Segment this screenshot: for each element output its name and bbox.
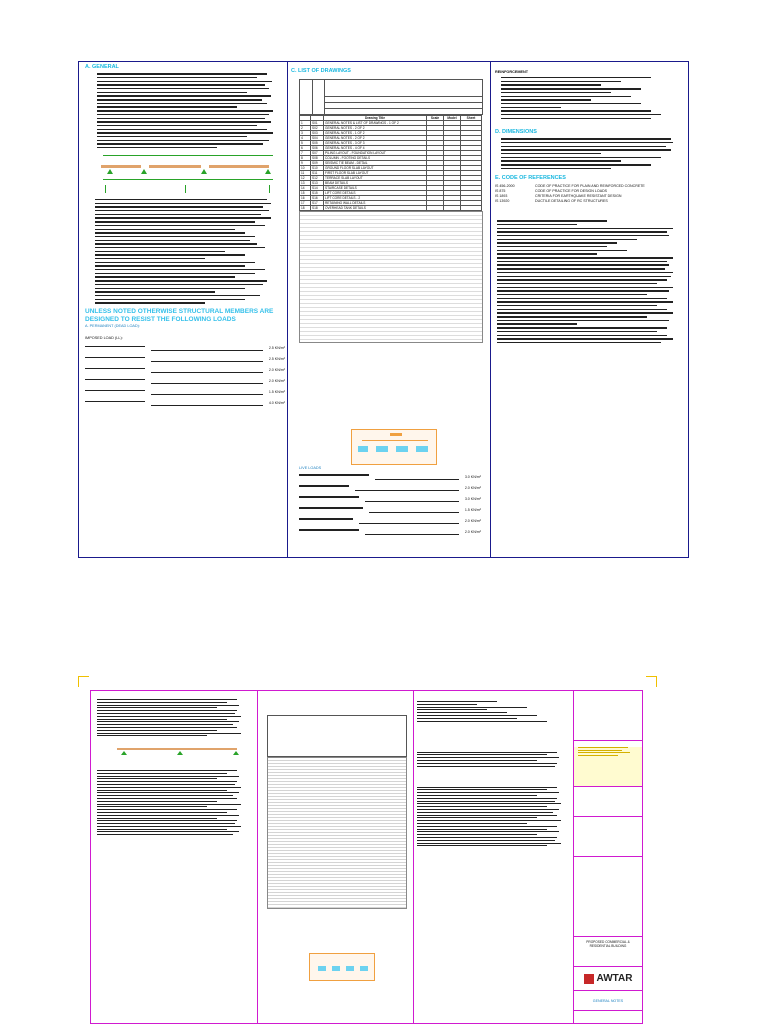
crop-mark (78, 676, 89, 687)
design-loads-note: UNLESS NOTED OTHERWISE STRUCTURAL MEMBERS ARE DESIGNED TO RESIST THE FOLLOWING LOADS (85, 307, 274, 323)
logo-icon (584, 974, 594, 984)
drawing-sheet-1 (78, 61, 689, 558)
col-header-model: Model (444, 116, 461, 121)
table-cell: RETAINING WALL DETAILS (324, 201, 427, 206)
sheet2-column-3 (417, 691, 567, 1023)
table-cell: S11 (311, 171, 324, 176)
table-cell: COLUMN - FOOTING DETAILS (324, 156, 427, 161)
load-value: 2.5 KN/m² (268, 346, 285, 351)
table-cell: 1 (300, 121, 311, 126)
code-id: IS 875 (495, 189, 506, 194)
reinforcement-column (495, 62, 685, 557)
table-cell: S16 (311, 196, 324, 201)
company-name: AWTAR (596, 973, 633, 984)
load-value: 3.0 KN/m² (464, 497, 481, 501)
table-cell: GENERAL NOTES - 2 OF 2 (324, 126, 427, 131)
dimensions-text (501, 138, 685, 169)
table-cell: S14 (311, 186, 324, 191)
load-value: 2.0 KN/m² (268, 368, 285, 373)
code-id: IS 13920 (495, 199, 510, 204)
table-cell: 3 (300, 131, 311, 136)
title-block (573, 691, 642, 1023)
table-cell: GENERAL NOTES & LIST OF DRAWINGS - 1 OF 2 (324, 121, 427, 126)
table-cell: LIFT CORE DETAILS - 2 (324, 196, 427, 201)
table-cell: 8 (300, 156, 311, 161)
code-id: IS 1893 (495, 194, 508, 199)
load-list (85, 343, 285, 409)
table-cell: S05 (311, 141, 324, 146)
load-value: 2.0 KN/m² (464, 519, 481, 523)
crop-mark (646, 676, 657, 687)
code-desc: CODE OF PRACTICE FOR DESIGN LOADS (535, 189, 608, 194)
table-cell: 14 (300, 186, 311, 191)
table-cell: S12 (311, 176, 324, 181)
table-cell: S09 (311, 161, 324, 166)
load-value: 2.0 KN/m² (268, 379, 285, 384)
table-cell: 17 (300, 201, 311, 206)
table-cell: OVERHEAD TANK DETAILS (324, 206, 427, 211)
drawing-list-table (299, 115, 482, 211)
table-cell: S10 (311, 166, 324, 171)
table-cell: 2 (300, 126, 311, 131)
load-value: 2.0 KN/m² (464, 530, 481, 534)
table-cell: S04 (311, 136, 324, 141)
table-cell: 4 (300, 136, 311, 141)
code-references-list (495, 184, 685, 204)
table-cell: PILING LAYOUT - FOUNDATION LAYOUT (324, 151, 427, 156)
table-cell: S06 (311, 146, 324, 151)
general-notes-text-2 (95, 199, 285, 304)
dimensions-heading: D. DIMENSIONS (495, 129, 537, 136)
reinforcement-text (501, 77, 685, 119)
code-desc: CRITERIA FOR EARTHQUAKE RESISTANT DESIGN (535, 194, 622, 199)
table-cell: 10 (300, 166, 311, 171)
code-of-references-heading: E. CODE OF REFERENCES (495, 175, 566, 182)
table-cell: 5 (300, 141, 311, 146)
load-value: 4.0 KN/m² (268, 401, 285, 406)
drawing-sheet-2 (90, 690, 643, 1024)
table-cell: GENERAL NOTES - 3 OF 3 (324, 141, 427, 146)
table-cell: S17 (311, 201, 324, 206)
table-cell: GROUND FLOOR SLAB LAYOUT (324, 166, 427, 171)
table-cell: S02 (311, 126, 324, 131)
list-of-drawings-column (291, 62, 486, 557)
code-desc: DUCTILE DETAILING OF RC STRUCTURES (535, 199, 608, 204)
load-value: 1.5 KN/m² (464, 508, 481, 512)
code-id: IS 456-2000 (495, 184, 515, 189)
live-loads-label: LIVE LOADS (299, 466, 322, 470)
organization-chart (351, 429, 437, 465)
general-heading: A. GENERAL (85, 64, 119, 70)
live-load-list (299, 472, 481, 538)
table-cell: GENERAL NOTES - 1 OF 2 (324, 131, 427, 136)
table-cell: S03 (311, 131, 324, 136)
load-value: 2.0 KN/m² (464, 486, 481, 490)
reinforcement-heading: REINFORCEMENT (495, 70, 529, 74)
sheet2-column-2 (261, 691, 411, 1023)
table-cell: 15 (300, 191, 311, 196)
imposed-load-label: IMPOSED LOAD (LL): (85, 336, 123, 341)
table-cell: S07 (311, 151, 324, 156)
load-value: 1.5 KN/m² (268, 390, 285, 395)
dead-load-heading: A. PERMANENT (DEAD LOAD): (85, 323, 140, 328)
table-cell: S18 (311, 206, 324, 211)
table-row (300, 206, 482, 211)
table-cell: STAIRCASE DETAILS (324, 186, 427, 191)
table-cell: S01 (311, 121, 324, 126)
table-cell: 12 (300, 176, 311, 181)
drawing-table-header-box (299, 79, 483, 115)
col-header-title: Drawing Title (324, 116, 427, 121)
table-cell (461, 206, 482, 211)
table-cell: BEAM DETAILS (324, 181, 427, 186)
project-line: RESIDENTIAL BUILDING (589, 944, 627, 948)
list-of-drawings-heading: C. LIST OF DRAWINGS (291, 68, 351, 74)
table-cell: 18 (300, 206, 311, 211)
company-logo (574, 967, 642, 991)
table-cell: 13 (300, 181, 311, 186)
table-cell: GENERAL NOTES - 2 OF 2 (324, 136, 427, 141)
table-cell (444, 206, 461, 211)
table-cell: GENERAL NOTES - 4 OF 4 (324, 146, 427, 151)
project-line: PROPOSED COMMERCIAL & (586, 940, 630, 944)
general-notes-text (97, 73, 285, 148)
table-cell: TERRACE SLAB LAYOUT (324, 176, 427, 181)
col-header-scale: Scale (427, 116, 444, 121)
sheet-title: GENERAL NOTES (574, 991, 642, 1011)
table-cell: 7 (300, 151, 311, 156)
table-cell: 6 (300, 146, 311, 151)
table-cell: S15 (311, 191, 324, 196)
table-cell: 11 (300, 171, 311, 176)
code-desc: CODE OF PRACTICE FOR PLAIN AND REINFORCED CONCRETE (535, 184, 645, 189)
table-cell (427, 206, 444, 211)
load-value: 2.5 KN/m² (268, 357, 285, 362)
general-notes-column (85, 62, 285, 557)
sheet2-column-1 (97, 691, 253, 1023)
load-value: 3.0 KN/m² (464, 475, 481, 479)
table-cell: LIFT CORE DETAILS (324, 191, 427, 196)
table-cell: S08 (311, 156, 324, 161)
beam-diagram (85, 151, 285, 197)
table-cell: SEISMIC TIE BEAM - DETAIL (324, 161, 427, 166)
empty-table-rows (299, 211, 483, 343)
table-cell: FIRST FLOOR SLAB LAYOUT (324, 171, 427, 176)
table-cell: S13 (311, 181, 324, 186)
table-cell: 9 (300, 161, 311, 166)
concrete-notes-text (497, 220, 685, 343)
col-header-sheet: Sheet (461, 116, 482, 121)
table-cell: 16 (300, 196, 311, 201)
